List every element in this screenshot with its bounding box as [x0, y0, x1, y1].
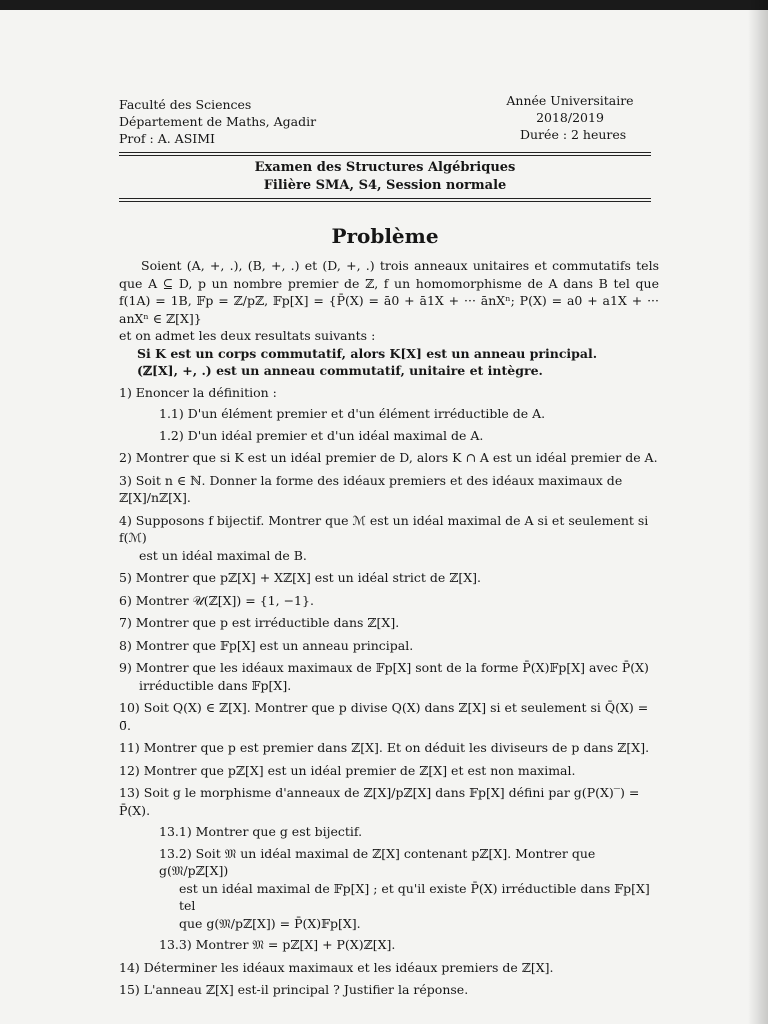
question-9-cont: irréductible dans 𝔽p[X]. — [139, 677, 292, 693]
question-6: 6) Montrer 𝒰(ℤ[X]) = {1, −1}. — [119, 592, 314, 608]
section-title: Problème — [331, 224, 439, 248]
question-10: 10) Soit Q(X) ∈ ℤ[X]. Montrer que p divise Q(X) dans ℤ[X] si et seulement si Q̄(X) = 0̄. — [119, 700, 649, 733]
question-8: 8) Montrer que 𝔽p[X] est un anneau principal. — [119, 637, 414, 653]
department-name: Département de Maths, Agadir — [119, 114, 317, 129]
question-14: 14) Déterminer les idéaux maximaux et les idéaux premiers de ℤ[X]. — [119, 959, 554, 975]
bottom-rule-2 — [119, 201, 651, 202]
question-5: 5) Montrer que pℤ[X] + Xℤ[X] est un idéal strict de ℤ[X]. — [119, 570, 482, 585]
session-block — [500, 92, 640, 143]
professor-name: Prof : A. ASIMI — [119, 131, 215, 146]
question-3: 3) Soit n ∈ ℕ. Donner la forme des idéaux premiers et des idéaux maximaux de ℤ[X]/nℤ[X]. — [119, 472, 623, 505]
question-4-cont: est un idéal maximal de B. — [139, 547, 307, 563]
question-1-1: 1.1) D'un élément premier et d'un élément irréductible de A. — [159, 406, 546, 421]
question-13-3: 13.3) Montrer 𝔐 = pℤ[X] + P(X)ℤ[X]. — [159, 937, 396, 952]
exam-subtitle: Filière SMA, S4, Session normale — [263, 178, 507, 193]
question-15: 15) L'anneau ℤ[X] est-il principal ? Justifier la réponse. — [119, 982, 469, 997]
question-4: 4) Supposons f bijectif. Montrer que ℳ est un idéal maximal de A si et seulement si f(ℳ) — [119, 512, 649, 545]
question-1-2: 1.2) D'un idéal premier et d'un idéal maximal de A. — [159, 427, 484, 443]
question-13-1: 13.1) Montrer que g est bijectif. — [159, 824, 363, 839]
question-13-2-cont-1: est un idéal maximal de 𝔽p[X] ; et qu'il existe P̄(X) irréductible dans 𝔽p[X] tel — [179, 880, 650, 913]
question-2: 2) Montrer que si K est un idéal premier de D, alors K ∩ A est un idéal premier de A. — [119, 450, 658, 465]
top-rule-2 — [119, 155, 651, 156]
admitted-fact-1: Si K est un corps commutatif, alors K[X] est un anneau principal. — [137, 345, 598, 361]
year-label: Année Universitaire — [506, 93, 634, 108]
question-1: 1) Enoncer la définition : — [119, 384, 277, 400]
problem-body — [119, 257, 659, 999]
bottom-rule-1 — [119, 198, 651, 199]
academic-year: 2018/2019 — [536, 110, 604, 125]
question-13: 13) Soit g le morphisme d'anneaux de ℤ[X]/pℤ[X] dans 𝔽p[X] défini par g(P(X)‾) = P̄(X). — [119, 785, 640, 818]
exam-heading — [119, 159, 651, 195]
institution-block — [119, 96, 316, 147]
intro-paragraph: Soient (A, +, .), (B, +, .) et (D, +, .) trois anneaux unitaires et commutatifs tels que A ⊆ D, p un nombre premier de ℤ, f un homomorphisme de A dans B tel que f(1A) = 1B, 𝔽p = ℤ/pℤ, 𝔽p[X] = {P̄(X) = ā0 + ā1X + ··· ānXⁿ; P(X) = a0 + a1X + ··· anXⁿ ∈ ℤ[X]} — [119, 258, 659, 326]
question-13-2-cont-2: que g(𝔐/pℤ[X]) = P̄(X)𝔽p[X]. — [179, 915, 361, 931]
question-12: 12) Montrer que pℤ[X] est un idéal premier de ℤ[X] et est non maximal. — [119, 762, 576, 778]
admitted-fact-2: (ℤ[X], +, .) est un anneau commutatif, unitaire et intègre. — [137, 363, 543, 378]
exam-title: Examen des Structures Algébriques — [254, 160, 516, 175]
faculty-name: Faculté des Sciences — [119, 97, 252, 112]
intro-admit: et on admet les deux resultats suivants : — [119, 328, 376, 343]
question-11: 11) Montrer que p est premier dans ℤ[X]. Et on déduit les diviseurs de p dans ℤ[X]. — [119, 740, 650, 755]
question-13-2: 13.2) Soit 𝔐 un idéal maximal de ℤ[X] contenant pℤ[X]. Montrer que g(𝔐/pℤ[X]) — [159, 845, 596, 878]
top-rule-1 — [119, 152, 651, 153]
question-7: 7) Montrer que p est irréductible dans ℤ[X]. — [119, 615, 400, 630]
question-9: 9) Montrer que les idéaux maximaux de 𝔽p[X] sont de la forme P̄(X)𝔽p[X] avec P̄(X) — [119, 660, 649, 675]
exam-duration: Durée : 2 heures — [520, 127, 627, 142]
